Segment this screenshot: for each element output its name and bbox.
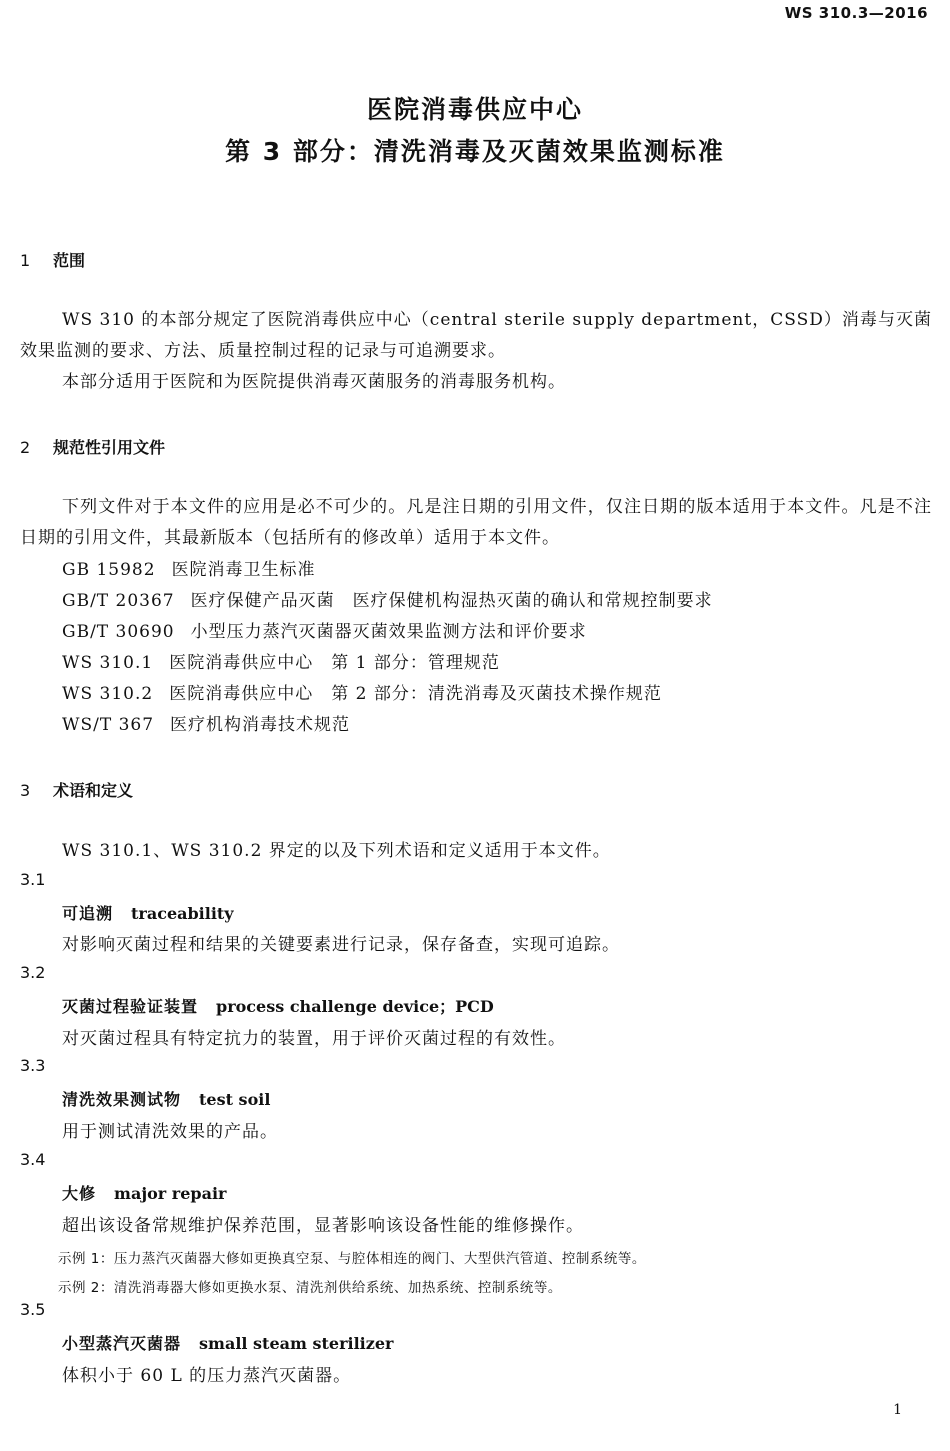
term-heading xyxy=(62,901,234,924)
page-number: 1 xyxy=(893,1402,902,1418)
reference-title: 医院消毒供应中心 第 2 部分：清洗消毒及灭菌技术操作规范 xyxy=(169,684,662,704)
section-title: 规范性引用文件 xyxy=(53,438,166,457)
scope-paragraph-2: 本部分适用于医院和为医院提供消毒灭菌服务的消毒服务机构。 xyxy=(62,372,566,392)
term-heading xyxy=(62,1331,393,1354)
term-definition: 对影响灭菌过程和结果的关键要素进行记录，保存备查，实现可追踪。 xyxy=(62,935,620,955)
reference-item xyxy=(62,586,713,611)
example-label: 示例 1： xyxy=(58,1251,114,1267)
section-title: 术语和定义 xyxy=(53,781,134,800)
section-number: 1 xyxy=(20,251,31,270)
reference-title: 医疗保健产品灭菌 医疗保健机构湿热灭菌的确认和常规控制要求 xyxy=(190,591,713,611)
section-number: 2 xyxy=(20,438,31,457)
term-chinese: 大修 xyxy=(62,1184,97,1203)
terms-intro: WS 310.1、WS 310.2 界定的以及下列术语和定义适用于本文件。 xyxy=(62,841,611,861)
term-number: 3.3 xyxy=(20,1056,46,1075)
term-number: 3.1 xyxy=(20,870,46,889)
scope-paragraph-1: WS 310 的本部分规定了医院消毒供应中心（central sterile supply department，CSSD）消毒与灭菌效果监测的要求、方法、质量控制过程的记录与可追溯要求。 xyxy=(20,310,932,361)
document-id: WS 310.3—2016 xyxy=(784,4,928,22)
term-chinese: 清洗效果测试物 xyxy=(62,1090,182,1109)
example-note xyxy=(58,1247,646,1267)
reference-item xyxy=(62,555,316,580)
term-definition: 用于测试清洗效果的产品。 xyxy=(62,1122,278,1142)
reference-code: WS 310.1 xyxy=(62,653,154,673)
reference-title: 医疗机构消毒技术规范 xyxy=(170,715,351,735)
term-english: process challenge device；PCD xyxy=(216,997,494,1016)
term-heading xyxy=(62,1087,270,1110)
term-number: 3.2 xyxy=(20,963,46,982)
section-3-heading xyxy=(20,778,133,801)
reference-code: GB/T 30690 xyxy=(62,622,175,642)
term-heading xyxy=(62,1181,226,1204)
term-number: 3.5 xyxy=(20,1300,46,1319)
reference-item xyxy=(62,679,662,704)
reference-code: WS/T 367 xyxy=(62,715,155,735)
reference-item xyxy=(62,617,587,642)
reference-code: WS 310.2 xyxy=(62,684,154,704)
term-english: major repair xyxy=(114,1184,227,1203)
references-intro: 下列文件对于本文件的应用是必不可少的。凡是注日期的引用文件，仅注日期的版本适用于本文件。凡是不注日期的引用文件，其最新版本（包括所有的修改单）适用于本文件。 xyxy=(20,497,932,548)
term-english: small steam sterilizer xyxy=(199,1334,394,1353)
example-text: 清洗消毒器大修如更换水泵、清洗剂供给系统、加热系统、控制系统等。 xyxy=(113,1280,562,1296)
term-chinese: 灭菌过程验证装置 xyxy=(62,997,199,1016)
term-definition: 超出该设备常规维护保养范围，显著影响该设备性能的维修操作。 xyxy=(62,1216,584,1236)
reference-item xyxy=(62,710,350,735)
title-line-1: 医院消毒供应中心 xyxy=(366,95,583,124)
term-definition: 体积小于 60 L 的压力蒸汽灭菌器。 xyxy=(62,1366,352,1386)
section-number: 3 xyxy=(20,781,31,800)
reference-code: GB/T 20367 xyxy=(62,591,175,611)
term-number: 3.4 xyxy=(20,1150,46,1169)
example-note xyxy=(58,1276,562,1296)
reference-item xyxy=(62,648,500,673)
section-2-heading xyxy=(20,435,165,458)
term-heading xyxy=(62,994,494,1017)
term-chinese: 可追溯 xyxy=(62,904,114,923)
reference-code: GB 15982 xyxy=(62,560,156,580)
reference-title: 医院消毒卫生标准 xyxy=(171,560,316,580)
reference-title: 小型压力蒸汽灭菌器灭菌效果监测方法和评价要求 xyxy=(190,622,587,642)
title-line-2: 第 3 部分：清洗消毒及灭菌效果监测标准 xyxy=(225,137,725,166)
term-definition: 对灭菌过程具有特定抗力的装置，用于评价灭菌过程的有效性。 xyxy=(62,1029,566,1049)
reference-title: 医院消毒供应中心 第 1 部分：管理规范 xyxy=(169,653,500,673)
section-title: 范围 xyxy=(53,251,86,270)
section-1-heading xyxy=(20,248,85,271)
term-chinese: 小型蒸汽灭菌器 xyxy=(62,1334,182,1353)
term-english: traceability xyxy=(131,904,234,923)
term-english: test soil xyxy=(199,1090,271,1109)
example-label: 示例 2： xyxy=(58,1280,114,1296)
example-text: 压力蒸汽灭菌器大修如更换真空泵、与腔体相连的阀门、大型供汽管道、控制系统等。 xyxy=(113,1251,646,1267)
